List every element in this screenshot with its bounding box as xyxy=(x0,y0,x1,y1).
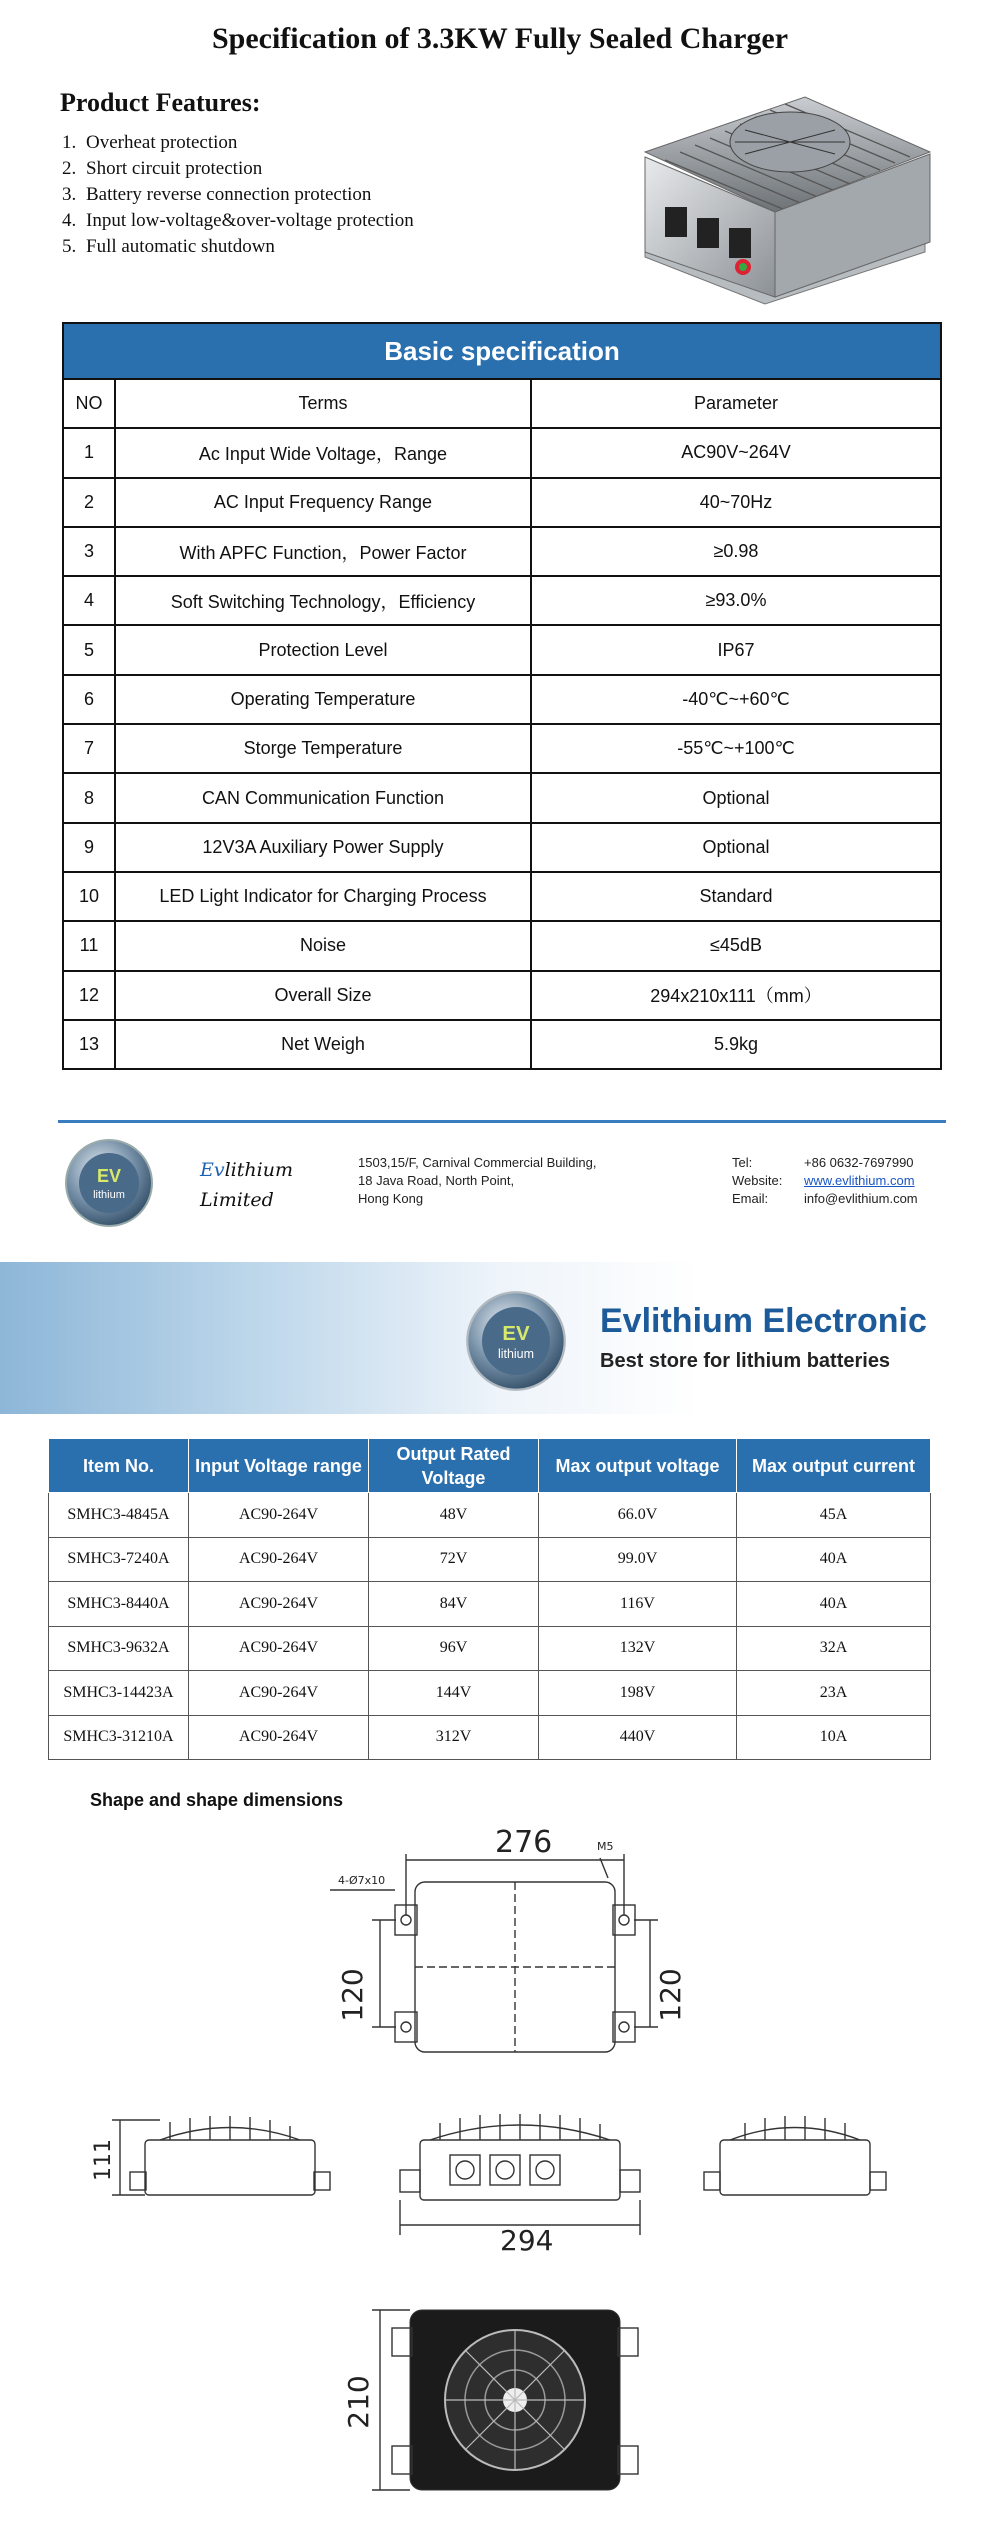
table-row xyxy=(63,921,941,970)
feature-item: 2. Short circuit protection xyxy=(62,158,263,179)
divider xyxy=(58,1120,946,1123)
cell-param: Optional xyxy=(531,773,941,822)
cell-no: 8 xyxy=(63,773,115,822)
cell-term: Overall Size xyxy=(115,971,531,1020)
evlithium-logo-large xyxy=(465,1290,567,1392)
dim-holes: 4-Ø7x10 xyxy=(338,1874,386,1887)
cell-param: Optional xyxy=(531,823,941,872)
charger-product-image xyxy=(625,82,950,307)
cell: 440V xyxy=(539,1715,737,1760)
dim-screw: M5 xyxy=(597,1840,614,1853)
cell-param: Standard xyxy=(531,872,941,921)
cell: AC90-264V xyxy=(189,1715,369,1760)
cell-no: 3 xyxy=(63,527,115,576)
cell: 132V xyxy=(539,1626,737,1671)
cell: 116V xyxy=(539,1582,737,1627)
table-row xyxy=(63,527,941,576)
col-header: NO xyxy=(63,379,115,428)
table-row xyxy=(63,478,941,527)
table-row xyxy=(63,625,941,674)
cell-param: 5.9kg xyxy=(531,1020,941,1069)
side-view-right xyxy=(720,2140,870,2195)
cell: 144V xyxy=(369,1671,539,1716)
cell: 45A xyxy=(737,1493,931,1538)
brand-tagline: Best store for lithium batteries xyxy=(600,1350,891,1372)
cell-term: AC Input Frequency Range xyxy=(115,478,531,527)
cell-param: 40~70Hz xyxy=(531,478,941,527)
table-row xyxy=(63,823,941,872)
cell-term: LED Light Indicator for Charging Process xyxy=(115,872,531,921)
table-row xyxy=(63,428,941,477)
page-title: Specification of 3.3KW Fully Sealed Charger xyxy=(211,22,789,55)
dim-height-right: 120 xyxy=(654,1968,687,2022)
col-header: Item No. xyxy=(49,1439,189,1493)
feature-item: 1. Overheat protection xyxy=(62,132,238,153)
col-header: Output Rated Voltage xyxy=(369,1439,539,1493)
table-row xyxy=(49,1582,931,1627)
feature-item: 4. Input low-voltage&over-voltage protection xyxy=(62,210,414,231)
cell: 32A xyxy=(737,1626,931,1671)
logo-text-top: EV xyxy=(502,1322,530,1345)
cell-no: 4 xyxy=(63,576,115,625)
dimension-drawings xyxy=(0,1820,1000,2520)
cell: 40A xyxy=(737,1537,931,1582)
company-name: Evlithium Limited xyxy=(200,1159,293,1211)
logo-text-bottom: lithium xyxy=(93,1189,125,1201)
table-row xyxy=(63,773,941,822)
dim-front-width: 294 xyxy=(500,2224,554,2257)
cell-term: With APFC Function，Power Factor xyxy=(115,527,531,576)
table-row xyxy=(49,1493,931,1538)
cell-param: ≥0.98 xyxy=(531,527,941,576)
contact-email: Email: info@evlithium.com xyxy=(732,1191,918,1206)
brand-name: Evlithium Electronic xyxy=(600,1302,927,1340)
cell-no: 10 xyxy=(63,872,115,921)
cell: 84V xyxy=(369,1582,539,1627)
cell: SMHC3-14423A xyxy=(49,1671,189,1716)
col-header: Parameter xyxy=(531,379,941,428)
cell-no: 9 xyxy=(63,823,115,872)
dim-height-left: 120 xyxy=(336,1968,369,2022)
cell: 10A xyxy=(737,1715,931,1760)
models-table xyxy=(48,1438,931,1760)
col-header: Max output voltage xyxy=(539,1439,737,1493)
models-header-row xyxy=(49,1439,931,1493)
cell: 99.0V xyxy=(539,1537,737,1582)
basic-spec-heading: Basic specification xyxy=(63,323,941,379)
cell: SMHC3-8440A xyxy=(49,1582,189,1627)
feature-item: 3. Battery reverse connection protection xyxy=(62,184,372,205)
contact-website: Website: www.evlithium.com xyxy=(732,1173,915,1188)
basic-spec-header-row xyxy=(63,379,941,428)
cell-param: IP67 xyxy=(531,625,941,674)
table-row xyxy=(63,872,941,921)
cell: AC90-264V xyxy=(189,1493,369,1538)
cell-no: 2 xyxy=(63,478,115,527)
logo-text-bottom: lithium xyxy=(498,1347,534,1361)
cell: 72V xyxy=(369,1537,539,1582)
cell-term: Soft Switching Technology，Efficiency xyxy=(115,576,531,625)
evlithium-logo xyxy=(64,1138,154,1228)
cell-term: CAN Communication Function xyxy=(115,773,531,822)
table-row xyxy=(63,724,941,773)
cell: 40A xyxy=(737,1582,931,1627)
basic-spec-table xyxy=(62,322,942,1070)
cell-term: Operating Temperature xyxy=(115,675,531,724)
cell: AC90-264V xyxy=(189,1582,369,1627)
contact-tel: Tel: +86 0632-7697990 xyxy=(732,1155,914,1170)
dim-width-top: 276 xyxy=(495,1825,553,1860)
cell-no: 1 xyxy=(63,428,115,477)
table-row xyxy=(63,971,941,1020)
feature-item: 5. Full automatic shutdown xyxy=(62,236,275,257)
cell-param: -40℃~+60℃ xyxy=(531,675,941,724)
cell-no: 12 xyxy=(63,971,115,1020)
cell: SMHC3-9632A xyxy=(49,1626,189,1671)
table-row xyxy=(49,1537,931,1582)
cell: 23A xyxy=(737,1671,931,1716)
cell-no: 7 xyxy=(63,724,115,773)
table-row xyxy=(49,1715,931,1760)
cell: 96V xyxy=(369,1626,539,1671)
dim-bottom-height: 210 xyxy=(342,2375,375,2429)
website-link[interactable]: www.evlithium.com xyxy=(804,1173,915,1188)
cell-term: Noise xyxy=(115,921,531,970)
cell-term: Net Weigh xyxy=(115,1020,531,1069)
cell-no: 6 xyxy=(63,675,115,724)
cell: AC90-264V xyxy=(189,1537,369,1582)
cell-term: Ac Input Wide Voltage，Range xyxy=(115,428,531,477)
cell: 66.0V xyxy=(539,1493,737,1538)
cell: 198V xyxy=(539,1671,737,1716)
cell-no: 11 xyxy=(63,921,115,970)
cell-param: ≤45dB xyxy=(531,921,941,970)
cell-term: Protection Level xyxy=(115,625,531,674)
col-header: Input Voltage range xyxy=(189,1439,369,1493)
dim-side-height: 111 xyxy=(91,2139,116,2181)
cell: SMHC3-7240A xyxy=(49,1537,189,1582)
cell-no: 13 xyxy=(63,1020,115,1069)
bottom-view xyxy=(372,2310,638,2490)
cell-param: AC90V~264V xyxy=(531,428,941,477)
cell: SMHC3-4845A xyxy=(49,1493,189,1538)
company-address: 1503,15/F, Carnival Commercial Building, 18 Java Road, North Point, Hong Kong xyxy=(358,1155,597,1206)
table-row xyxy=(49,1671,931,1716)
table-row xyxy=(63,675,941,724)
cell-term: 12V3A Auxiliary Power Supply xyxy=(115,823,531,872)
cell: AC90-264V xyxy=(189,1626,369,1671)
cell: SMHC3-31210A xyxy=(49,1715,189,1760)
features-list xyxy=(62,130,414,260)
cell: 48V xyxy=(369,1493,539,1538)
col-header: Terms xyxy=(115,379,531,428)
cell-param: ≥93.0% xyxy=(531,576,941,625)
logo-text-top: EV xyxy=(96,1166,122,1186)
cell: 312V xyxy=(369,1715,539,1760)
cell: AC90-264V xyxy=(189,1671,369,1716)
table-row xyxy=(63,1020,941,1069)
col-header: Max output current xyxy=(737,1439,931,1493)
cell-param: 294x210x111（mm） xyxy=(531,971,941,1020)
side-view-left xyxy=(145,2140,315,2195)
cell-param: -55℃~+100℃ xyxy=(531,724,941,773)
table-row xyxy=(63,576,941,625)
company-contact xyxy=(732,1154,918,1208)
table-row xyxy=(49,1626,931,1671)
cell-term: Storge Temperature xyxy=(115,724,531,773)
dimensions-heading: Shape and shape dimensions xyxy=(90,1790,344,1810)
cell-no: 5 xyxy=(63,625,115,674)
features-heading: Product Features: xyxy=(60,88,261,117)
